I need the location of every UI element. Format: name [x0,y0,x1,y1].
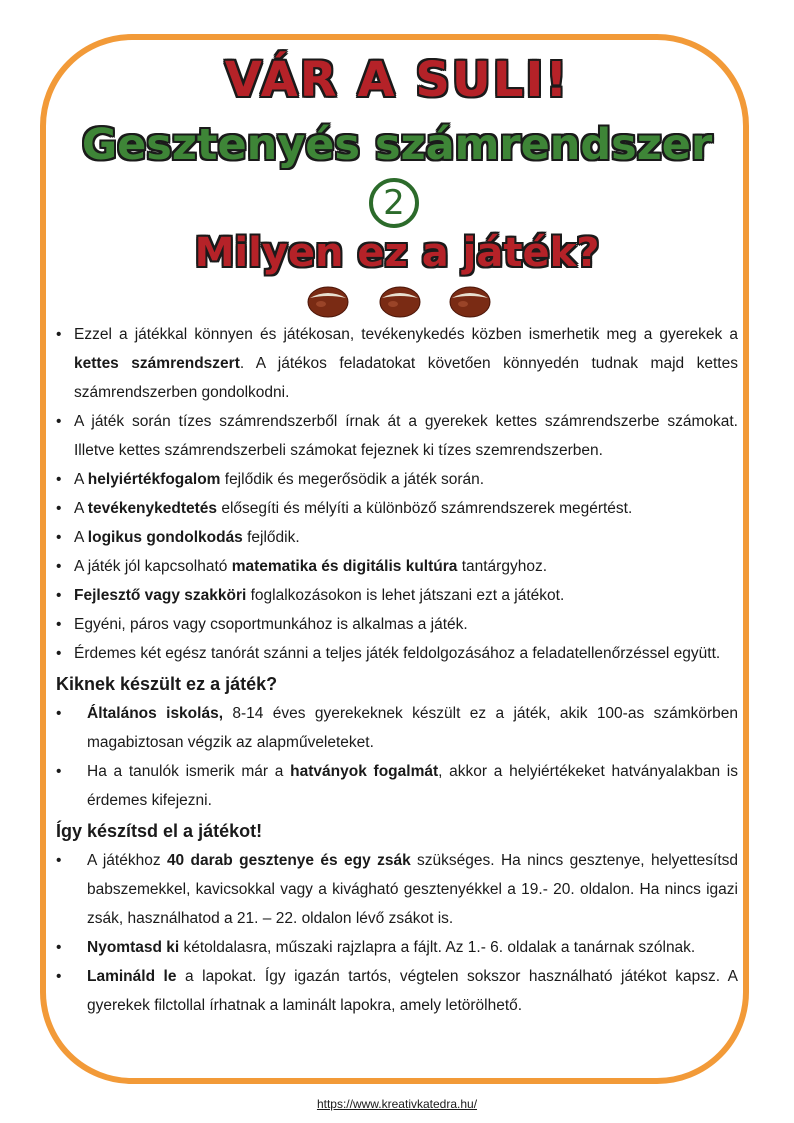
list-item: • A játékhoz 40 darab gesztenye és egy zsák szükséges. Ha nincs gesztenye, helyettesítsd babszemekkel, kavicsokkal vagy a kivágható gesztenyékkel a 19.- 20. oldalon. Ha nincs igazi zsák, használhatod a 21. – 22. oldalon lévő zsákot is. [56,852,738,927]
list-item: • A játék során tízes számrendszerből írnak át a gyerekek kettes számrendszerbe számokat. Illetve kettes számrendszerbeli számokat fejeznek ki tízes szemrendszerben. [56,413,738,459]
list-item: • A helyiértékfogalom fejlődik és megerősödik a játék során. [56,471,485,488]
list-item: • Érdemes két egész tanórát szánni a teljes játék feldolgozásához a feladatellenőrzéssel együtt. [56,645,721,662]
chestnut-icon [448,284,492,318]
website-link[interactable]: https://www.kreativkatedra.hu/ [316,1097,478,1111]
intro-list [56,320,738,668]
list-item: • Egyéni, páros vagy csoportmunkához is alkalmas a játék. [56,616,468,633]
footer [0,1097,794,1111]
list-item: • A játék jól kapcsolható matematika és digitális kultúra tantárgyhoz. [56,558,547,575]
chestnut-decoration [302,284,502,320]
list-item: • A logikus gondolkodás fejlődik. [56,529,300,546]
section-heading-audience: Kiknek készült ez a játék? [56,674,278,694]
section-heading-preparation: Így készítsd el a játékot! [56,821,263,841]
audience-list [56,699,738,815]
chestnut-icon [306,284,350,318]
preparation-list [56,846,738,1020]
page-subtitle: Gesztenyés számrendszer [81,120,713,170]
list-item: • Ezzel a játékkal könnyen és játékosan, tevékenykedés közben ismerhetik meg a gyerekek a kettes számrendszert. A játékos feladatokat követően könnyedén tudnak majd kettes számrendszerben gondolkodni. [56,326,738,401]
list-item: • A tevékenykedtetés elősegíti és mélyíti a különböző számrendszerek megértést. [56,500,633,517]
list-item: • Nyomtasd ki kétoldalasra, műszaki rajzlapra a fájlt. Az 1.- 6. oldalak a tanárnak szólnak. [56,939,696,956]
chestnut-icon [378,284,422,318]
part-number-badge: 2 [369,178,419,228]
list-item: • Lamináld le a lapokat. Így igazán tartós, végtelen sokszor használható játékot kapsz. A gyerekek filctollal írhatnak a laminált lapokra, amely letörölhető. [56,968,738,1014]
list-item: • Ha a tanulók ismerik már a hatványok fogalmát, akkor a helyiértékeket hatványalakban is érdemes kifejezni. [56,763,738,809]
list-item: • Fejlesztő vagy szakköri foglalkozásokon is lehet játszani ezt a játékot. [56,587,565,604]
content-body [56,320,738,1020]
section-question: Milyen ez a játék? [194,230,600,276]
page-title: VÁR A SULI! [224,52,570,108]
list-item: • Általános iskolás, 8-14 éves gyerekeknek készült ez a játék, akik 100-as számkörben magabiztosan végzik az alapműveleteket. [56,705,738,751]
